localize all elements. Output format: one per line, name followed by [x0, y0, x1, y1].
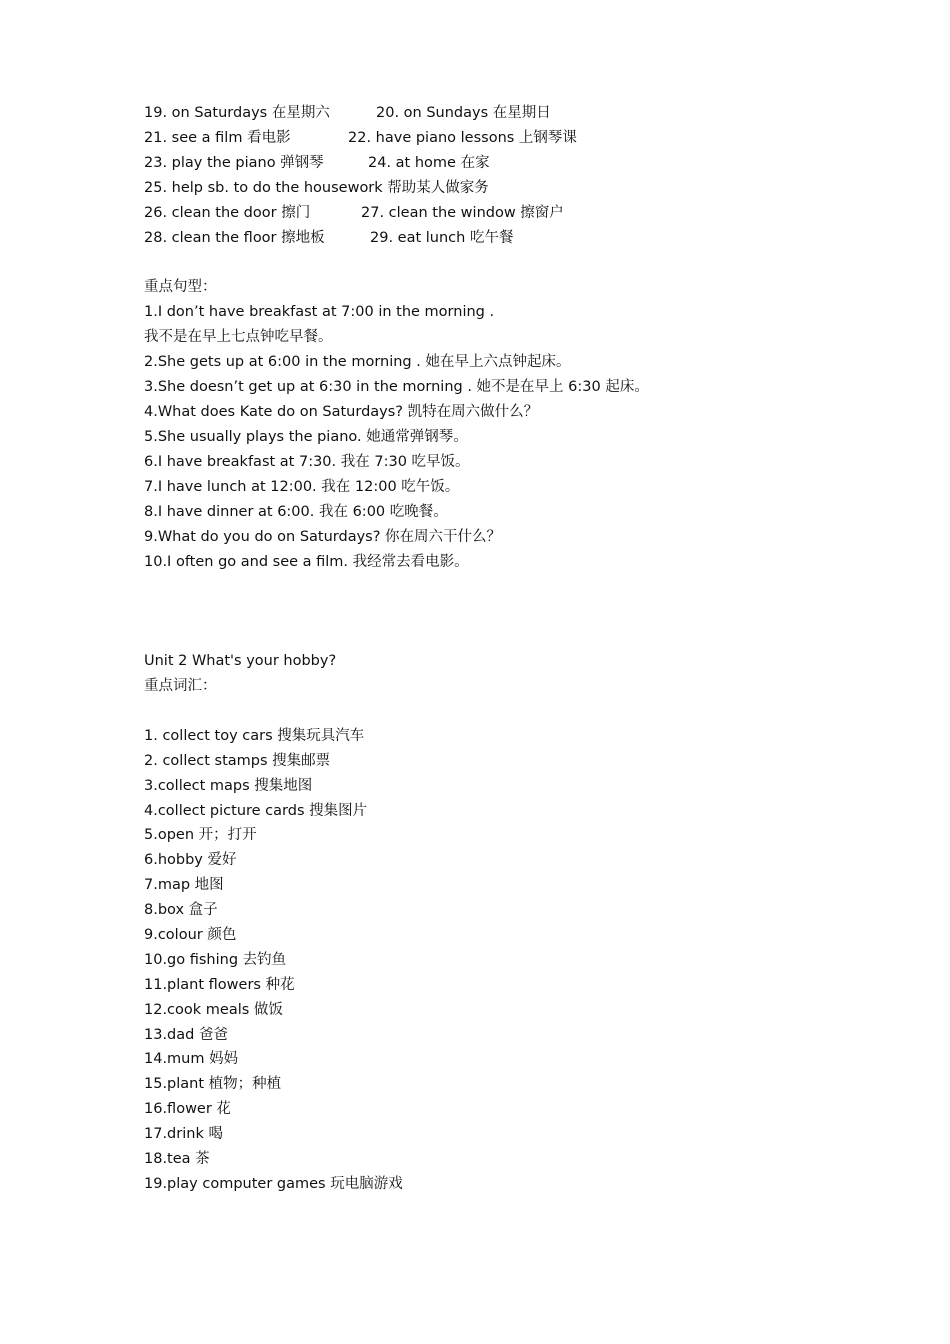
- unit2-vocab-item: 15.plant 植物；种植: [144, 1076, 282, 1092]
- vocab-right: 20. on Sundays 在星期日: [376, 105, 551, 121]
- vocab-row: [144, 103, 551, 123]
- unit2-vocab-item: 11.plant flowers 种花: [144, 977, 295, 993]
- sentence-line: 3.She doesn’t get up at 6:30 in the morning . 她不是在早上 6:30 起床。: [144, 379, 649, 395]
- unit2-vocab-item: 5.open 开；打开: [144, 827, 257, 843]
- vocab-left: 25. help sb. to do the housework 帮助某人做家务: [144, 180, 489, 196]
- vocab-left: 21. see a film 看电影: [144, 130, 291, 146]
- unit2-vocab-item: 13.dad 爸爸: [144, 1027, 228, 1043]
- vocab-row: [144, 153, 490, 173]
- unit2-vocab-item: 3.collect maps 搜集地图: [144, 778, 313, 794]
- vocab-right: 29. eat lunch 吃午餐: [370, 230, 514, 246]
- unit2-vocab-item: 10.go fishing 去钓鱼: [144, 952, 287, 968]
- vocab-row: [144, 228, 514, 248]
- vocab-right: 22. have piano lessons 上钢琴课: [348, 130, 577, 146]
- sentence-line: 4.What does Kate do on Saturdays? 凯特在周六做什么？: [144, 404, 539, 420]
- vocab-left: 19. on Saturdays 在星期六: [144, 105, 330, 121]
- sentence-line: 7.I have lunch at 12:00. 我在 12:00 吃午饭。: [144, 479, 460, 495]
- vocab-left: 26. clean the door 擦门: [144, 205, 311, 221]
- sentence-line: 我不是在早上七点钟吃早餐。: [144, 329, 333, 345]
- unit2-vocab-item: 9.colour 颜色: [144, 927, 237, 943]
- unit2-vocab-item: 16.flower 花: [144, 1101, 231, 1117]
- unit2-vocab-item: 7.map 地图: [144, 877, 224, 893]
- unit2-vocab-item: 1. collect toy cars 搜集玩具汽车: [144, 728, 365, 744]
- vocab-row: [144, 203, 564, 223]
- unit2-vocab-item: 17.drink 喝: [144, 1126, 223, 1142]
- vocab-right: 27. clean the window 擦窗户: [361, 205, 564, 221]
- unit2-vocab-item: 4.collect picture cards 搜集图片: [144, 803, 368, 819]
- unit-title: Unit 2 What's your hobby?: [144, 653, 337, 669]
- sentences-heading: 重点句型：: [144, 279, 217, 295]
- sentence-line: 2.She gets up at 6:00 in the morning . 她在早上六点钟起床。: [144, 354, 571, 370]
- unit2-vocab-item: 2. collect stamps 搜集邮票: [144, 753, 331, 769]
- vocab-left: 28. clean the floor 擦地板: [144, 230, 325, 246]
- vocab-row: [144, 128, 577, 148]
- unit2-vocab-item: 8.box 盒子: [144, 902, 218, 918]
- vocab-left: 23. play the piano 弹钢琴: [144, 155, 324, 171]
- vocab-row: [144, 178, 489, 198]
- vocab-right: 24. at home 在家: [368, 155, 490, 171]
- unit2-vocab-item: 18.tea 茶: [144, 1151, 210, 1167]
- unit2-vocab-item: 14.mum 妈妈: [144, 1051, 239, 1067]
- sentence-line: 8.I have dinner at 6:00. 我在 6:00 吃晚餐。: [144, 504, 448, 520]
- sentence-line: 1.I don’t have breakfast at 7:00 in the morning .: [144, 304, 495, 320]
- unit2-vocab-item: 19.play computer games 玩电脑游戏: [144, 1176, 403, 1192]
- sentence-line: 6.I have breakfast at 7:30. 我在 7:30 吃早饭。: [144, 454, 470, 470]
- vocab-heading: 重点词汇：: [144, 678, 217, 694]
- unit2-vocab-item: 6.hobby 爱好: [144, 852, 237, 868]
- unit2-vocab-item: 12.cook meals 做饭: [144, 1002, 283, 1018]
- sentence-line: 10.I often go and see a film. 我经常去看电影。: [144, 554, 469, 570]
- sentence-line: 9.What do you do on Saturdays? 你在周六干什么？: [144, 529, 502, 545]
- sentence-line: 5.She usually plays the piano. 她通常弹钢琴。: [144, 429, 468, 445]
